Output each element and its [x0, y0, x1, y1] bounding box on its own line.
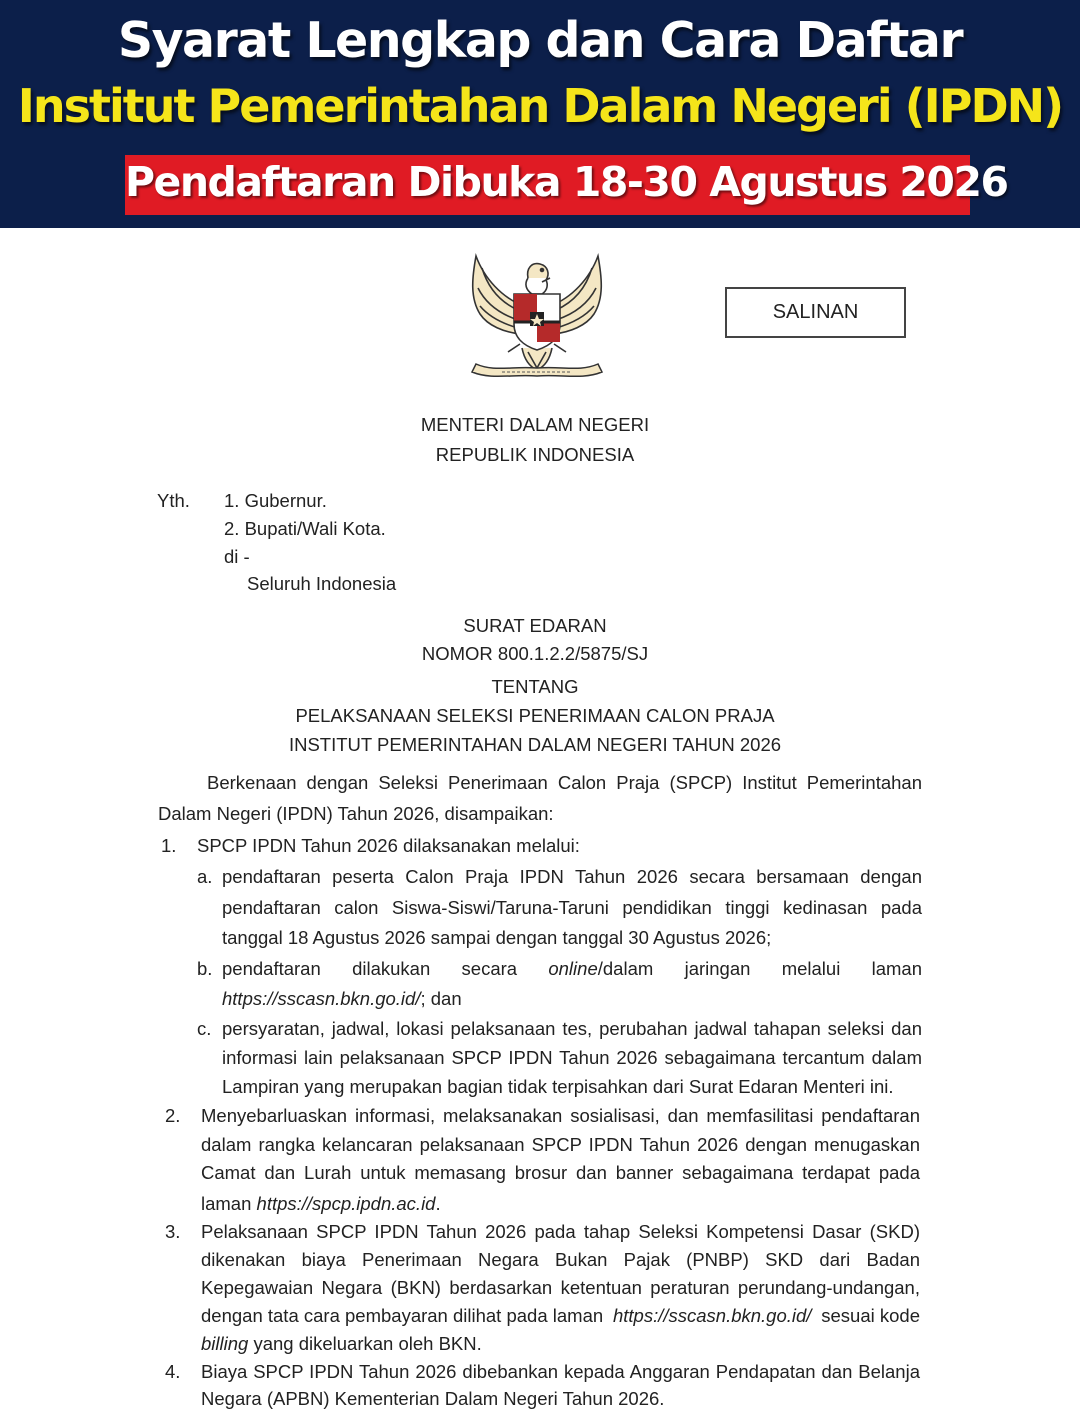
intro-line1: Berkenaan dengan Seleksi Penerimaan Calon Praja (SPCP) Institut Pemerintahan: [207, 772, 922, 793]
point-1a-line2: pendaftaran calon Siswa-Siswi/Taruna-Taruni pendidikan tinggi kedinasan pada: [222, 897, 922, 918]
point-1c-label: c.: [197, 1018, 212, 1039]
point-1b-word: dilakukan: [352, 958, 431, 979]
banner-date-text: Pendaftaran Dibuka 18-30 Agustus 2026: [125, 158, 1008, 206]
recipient-item-2: 2. Bupati/Wali Kota.: [224, 518, 386, 539]
point-1b-word-online: [548, 957, 653, 981]
point-1a-line3: tanggal 18 Agustus 2026 sampai dengan tanggal 30 Agustus 2026;: [222, 927, 772, 948]
point-3-line4: [201, 1304, 920, 1328]
point-4-line2: Negara (APBN) Kementerian Dalam Negeri Tahun 2026.: [201, 1388, 665, 1409]
point-1c-line1: persyaratan, jadwal, lokasi pelaksanaan tes, perubahan jadwal tahapan seleksi dan: [222, 1018, 922, 1039]
point-3-line4-pre: dengan tata cara pembayaran dilihat pada laman: [201, 1305, 604, 1326]
point-1b-line2-rest: ; dan: [420, 988, 462, 1009]
banner-title-line1: Syarat Lengkap dan Cara Daftar: [117, 12, 963, 69]
point-1b-word: jaringan: [684, 958, 751, 979]
point-3-line4-post: sesuai kode: [821, 1305, 920, 1326]
online-italic: online: [548, 958, 598, 979]
point-2-line4: [201, 1192, 441, 1216]
banner-title-line2: Institut Pemerintahan Dalam Negeri (IPDN): [17, 79, 1063, 133]
sscasn-link: https://sscasn.bkn.go.id/: [222, 988, 421, 1009]
spcp-link: https://spcp.ipdn.ac.id: [256, 1193, 436, 1214]
point-1-text: SPCP IPDN Tahun 2026 dilaksanakan melalui:: [197, 835, 580, 856]
point-4-number: 4.: [165, 1361, 181, 1382]
point-2-line4-pre: laman: [201, 1193, 257, 1214]
recipient-place: Seluruh Indonesia: [247, 573, 397, 594]
title-tentang: TENTANG: [491, 676, 579, 697]
point-3-line2: dikenakan biaya Penerimaan Negara Bukan Pajak (PNBP) SKD dari Badan: [201, 1249, 920, 1270]
copy-label-box: SALINAN: [725, 287, 906, 338]
intro-line2: Dalam Negeri (IPDN) Tahun 2026, disampaikan:: [158, 803, 554, 824]
point-1b-word: melalui: [781, 958, 841, 979]
point-3-line1: Pelaksanaan SPCP IPDN Tahun 2026 pada tahap Seleksi Kompetensi Dasar (SKD): [201, 1221, 920, 1242]
header-banner: [0, 0, 1080, 228]
point-1c-line3: Lampiran yang merupakan bagian tidak terpisahkan dari Surat Edaran Menteri ini.: [222, 1076, 894, 1097]
title-subject-line1: PELAKSANAAN SELEKSI PENERIMAAN CALON PRAJA: [295, 705, 775, 726]
point-2-line4-post: .: [435, 1193, 441, 1214]
title-line1: SURAT EDARAN: [463, 615, 607, 636]
point-3-line5-rest: yang dikeluarkan oleh BKN.: [248, 1333, 482, 1354]
point-2-line2: dalam rangka kelancaran pelaksanaan SPCP IPDN Tahun 2026 dengan menugaskan: [201, 1134, 920, 1155]
point-4-line1: Biaya SPCP IPDN Tahun 2026 dibebankan kepada Anggaran Pendapatan dan Belanja: [201, 1361, 920, 1382]
point-1-number: 1.: [161, 835, 177, 856]
point-1b-line2: [222, 987, 462, 1011]
point-1a-label: a.: [197, 866, 213, 887]
point-1c-line2: informasi lain pelaksanaan SPCP IPDN Tahun 2026 sebagaimana tercantum dalam: [222, 1047, 922, 1068]
point-3-line5: [201, 1332, 482, 1356]
point-1b-word: laman: [871, 958, 922, 979]
recipient-di: di -: [224, 546, 250, 567]
point-1b-line1: [222, 957, 922, 981]
point-1a-line1: pendaftaran peserta Calon Praja IPDN Tahun 2026 secara bersamaan dengan: [222, 866, 922, 887]
point-1b-word: pendaftaran: [222, 958, 321, 979]
recipient-item-1: 1. Gubernur.: [224, 490, 327, 511]
point-3-number: 3.: [165, 1221, 181, 1242]
title-subject-line2: INSTITUT PEMERINTAHAN DALAM NEGERI TAHUN 2026: [288, 734, 782, 755]
recipient-yth: Yth.: [157, 490, 190, 511]
title-number: NOMOR 800.1.2.2/5875/SJ: [421, 643, 649, 664]
point-2-number: 2.: [165, 1105, 181, 1126]
issuer-line1: MENTERI DALAM NEGERI: [420, 414, 650, 435]
sscasn-link-2: https://sscasn.bkn.go.id/: [612, 1305, 812, 1326]
issuer-line2: REPUBLIK INDONESIA: [435, 444, 635, 465]
billing-italic: billing: [201, 1333, 249, 1354]
point-1b-label: b.: [197, 958, 213, 979]
point-1b-word: secara: [461, 958, 518, 979]
garuda-emblem-icon: [462, 248, 612, 388]
online-rest: /dalam: [597, 958, 654, 979]
point-2-line3: Camat dan Lurah untuk memasang brosur dan banner sebagaimana terdapat pada: [201, 1162, 920, 1183]
point-2-line1: Menyebarluaskan informasi, melaksanakan sosialisasi, dan memfasilitasi pendaftaran: [201, 1105, 920, 1126]
point-3-line3: Kepegawaian Negara (BKN) berdasarkan ketentuan peraturan perundang-undangan,: [201, 1277, 920, 1298]
